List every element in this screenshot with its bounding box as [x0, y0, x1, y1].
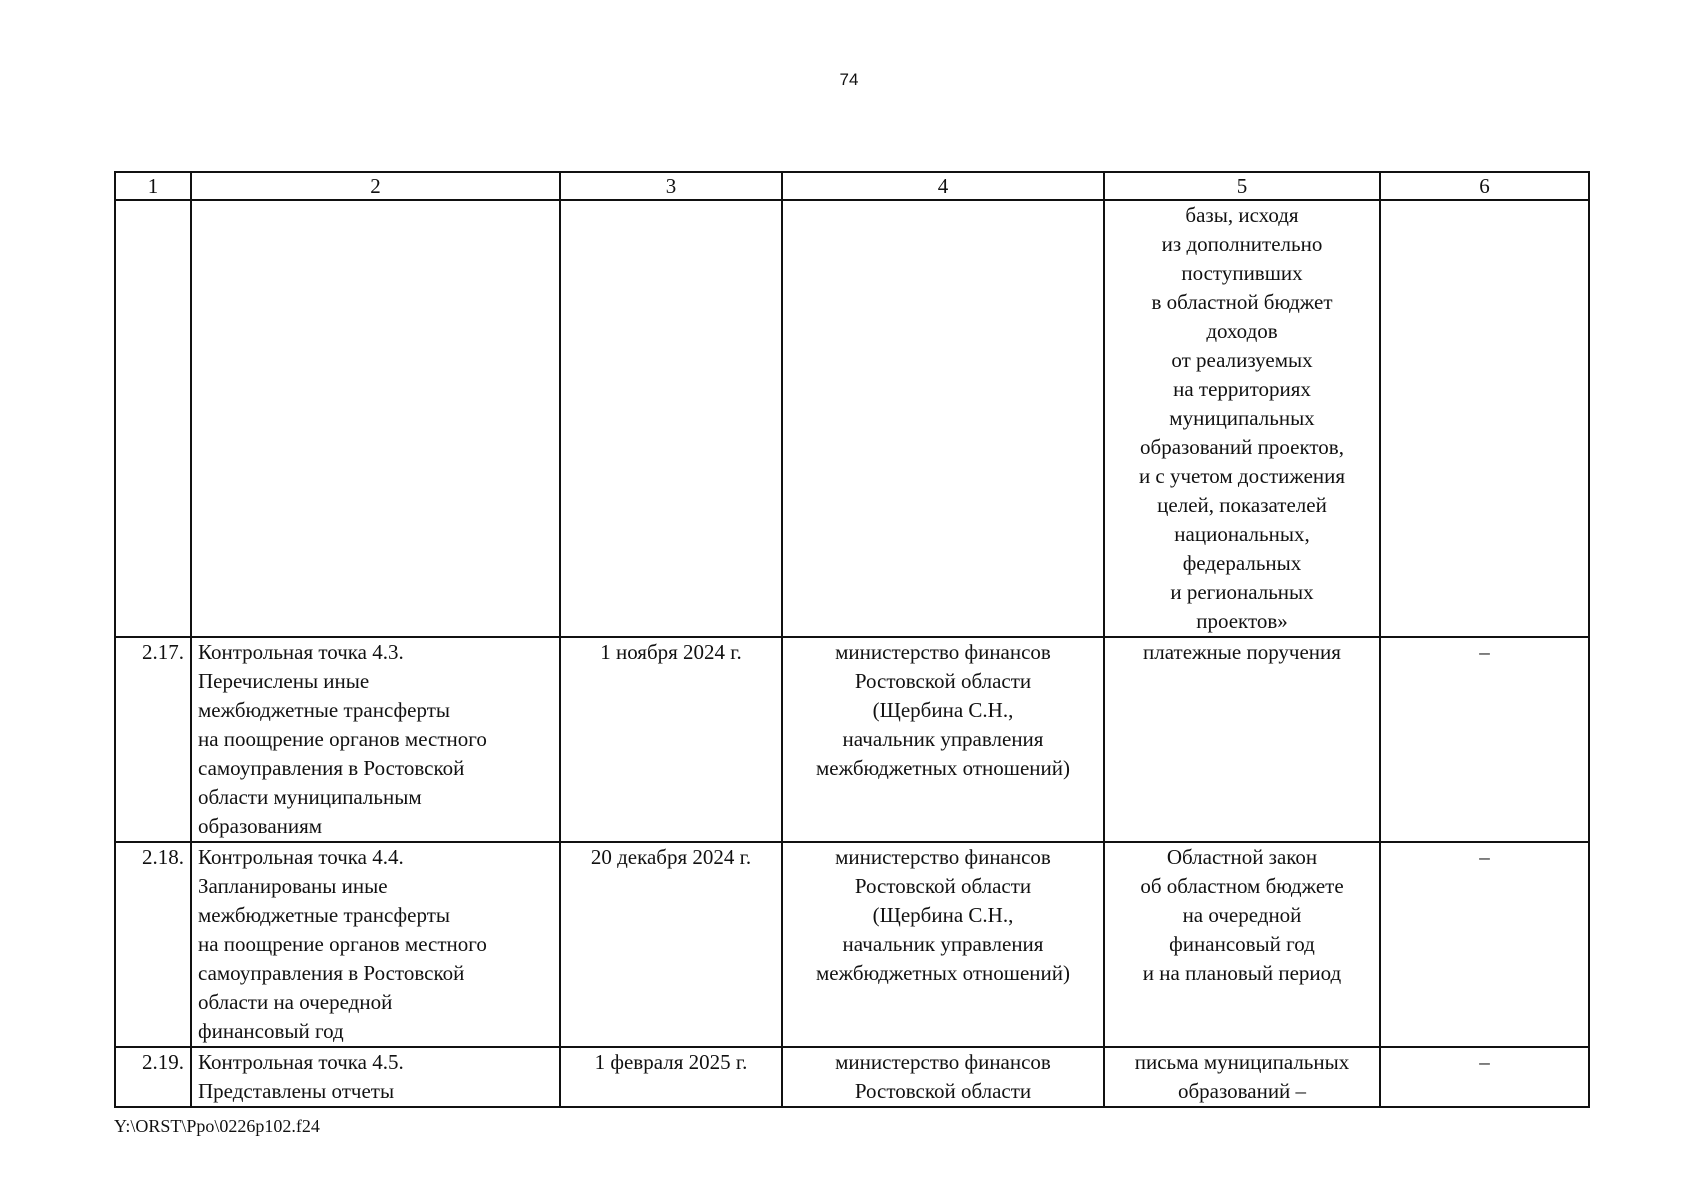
- cell-num: 2.19.: [115, 1047, 191, 1107]
- cell-col6: –: [1380, 1047, 1589, 1107]
- document-line: целей, показателей: [1157, 493, 1327, 517]
- cell-responsible: [782, 842, 1104, 1047]
- document-line: и на плановый период: [1142, 961, 1342, 985]
- description-line: самоуправления в Ростовской: [198, 756, 465, 780]
- description-line: образованиям: [198, 814, 323, 838]
- table-row: [115, 842, 1589, 1047]
- table-row: [115, 637, 1589, 842]
- document-line: Областной закон: [1166, 845, 1318, 869]
- cell-num: 2.17.: [115, 637, 191, 842]
- cell-document: [1104, 200, 1380, 637]
- description-line: финансовый год: [198, 1019, 344, 1043]
- cell-description: [191, 200, 560, 637]
- file-path-footer: Y:\ORST\Ppo\0226p102.f24: [114, 1116, 320, 1136]
- responsible-line: начальник управления: [842, 932, 1044, 956]
- column-number-row: [115, 172, 1589, 200]
- cell-date: 1 февраля 2025 г.: [560, 1047, 782, 1107]
- description-line: межбюджетные трансферты: [198, 698, 450, 722]
- document-line: на территориях: [1173, 377, 1311, 401]
- responsible-line: (Щербина С.Н.,: [872, 698, 1014, 722]
- responsible-line: (Щербина С.Н.,: [872, 903, 1014, 927]
- cell-description: [191, 1047, 560, 1107]
- description-line: области на очередной: [198, 990, 393, 1014]
- column-header-2: 2: [191, 172, 560, 200]
- cell-date: [560, 200, 782, 637]
- cell-description: [191, 842, 560, 1047]
- document-line: и с учетом достижения: [1138, 464, 1346, 488]
- cell-num: 2.18.: [115, 842, 191, 1047]
- description-line: Перечислены иные: [198, 669, 370, 693]
- document-line: в областной бюджет: [1151, 290, 1333, 314]
- responsible-line: министерство финансов: [835, 845, 1051, 869]
- description-line: самоуправления в Ростовской: [198, 961, 465, 985]
- document-line: федеральных: [1182, 551, 1302, 575]
- document-line: образований проектов,: [1140, 435, 1344, 459]
- document-line: поступивших: [1181, 261, 1303, 285]
- cell-responsible: [782, 637, 1104, 842]
- description-line: на поощрение органов местного: [198, 727, 487, 751]
- cell-col6: –: [1380, 842, 1589, 1047]
- cell-description: [191, 637, 560, 842]
- cell-responsible: [782, 200, 1104, 637]
- column-header-4: 4: [782, 172, 1104, 200]
- cell-num: [115, 200, 191, 637]
- cell-col6: [1380, 200, 1589, 637]
- column-header-6: 6: [1380, 172, 1589, 200]
- responsible-line: министерство финансов: [835, 640, 1051, 664]
- document-line: муниципальных: [1169, 406, 1315, 430]
- description-line: Представлены отчеты: [198, 1079, 395, 1103]
- document-line: письма муниципальных: [1134, 1050, 1350, 1074]
- cell-document: [1104, 842, 1380, 1047]
- document-line: и региональных: [1170, 580, 1314, 604]
- document-line: платежные поручения: [1143, 640, 1341, 664]
- cell-document: [1104, 1047, 1380, 1107]
- table-row-continuation: [115, 200, 1589, 637]
- responsible-line: межбюджетных отношений): [816, 756, 1070, 780]
- description-line: Контрольная точка 4.3.: [198, 640, 404, 664]
- column-header-3: 3: [560, 172, 782, 200]
- description-line: Запланированы иные: [198, 874, 388, 898]
- plan-table: [114, 171, 1590, 1108]
- column-header-1: 1: [115, 172, 191, 200]
- cell-document: [1104, 637, 1380, 842]
- document-line: из дополнительно: [1161, 232, 1323, 256]
- description-line: Контрольная точка 4.4.: [198, 845, 404, 869]
- page-number: 74: [839, 70, 859, 89]
- table-row: [115, 1047, 1589, 1107]
- cell-date: 1 ноября 2024 г.: [560, 637, 782, 842]
- responsible-line: начальник управления: [842, 727, 1044, 751]
- document-line: национальных,: [1174, 522, 1310, 546]
- responsible-line: министерство финансов: [835, 1050, 1051, 1074]
- responsible-line: Ростовской области: [854, 669, 1032, 693]
- responsible-line: Ростовской области: [854, 874, 1032, 898]
- description-line: на поощрение органов местного: [198, 932, 487, 956]
- document-line: об областном бюджете: [1140, 874, 1344, 898]
- description-line: межбюджетные трансферты: [198, 903, 450, 927]
- cell-col6: –: [1380, 637, 1589, 842]
- cell-responsible: [782, 1047, 1104, 1107]
- document-line: доходов: [1206, 319, 1278, 343]
- description-line: Контрольная точка 4.5.: [198, 1050, 404, 1074]
- description-line: области муниципальным: [198, 785, 422, 809]
- document-line: финансовый год: [1169, 932, 1315, 956]
- responsible-line: Ростовской области: [854, 1079, 1032, 1103]
- document-line: от реализуемых: [1171, 348, 1313, 372]
- document-line: базы, исходя: [1185, 203, 1299, 227]
- responsible-line: межбюджетных отношений): [816, 961, 1070, 985]
- document-line: образований –: [1177, 1079, 1307, 1103]
- document-line: на очередной: [1182, 903, 1302, 927]
- cell-date: 20 декабря 2024 г.: [560, 842, 782, 1047]
- document-line: проектов»: [1196, 609, 1288, 633]
- column-header-5: 5: [1104, 172, 1380, 200]
